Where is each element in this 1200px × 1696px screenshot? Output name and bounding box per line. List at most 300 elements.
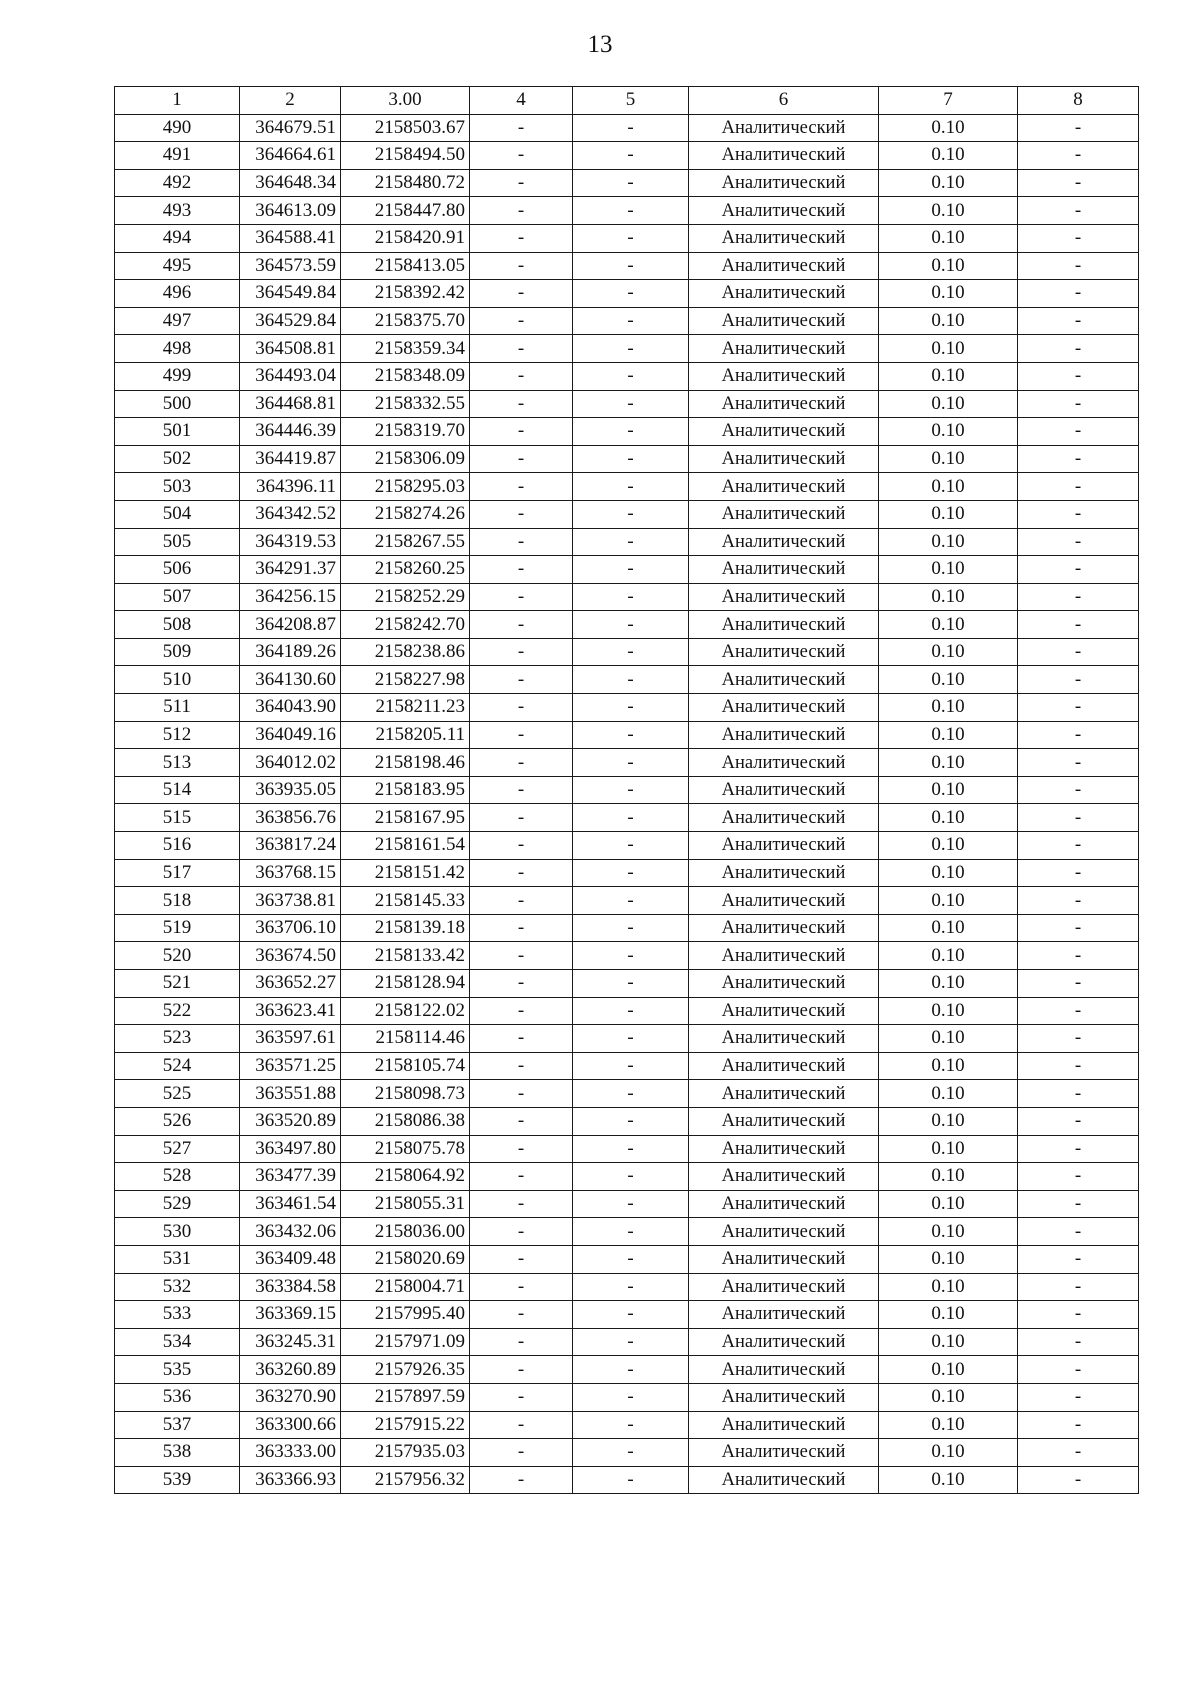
method-cell: Аналитический bbox=[689, 1135, 879, 1163]
y-coordinate-cell: 2157956.32 bbox=[341, 1466, 470, 1494]
column-5-cell: - bbox=[573, 280, 689, 308]
point-number-cell: 532 bbox=[115, 1273, 240, 1301]
column-5-cell: - bbox=[573, 362, 689, 390]
y-coordinate-cell: 2158227.98 bbox=[341, 666, 470, 694]
accuracy-cell: 0.10 bbox=[879, 169, 1018, 197]
table-row bbox=[115, 832, 1139, 860]
column-4-cell: - bbox=[470, 1411, 573, 1439]
y-coordinate-cell: 2158211.23 bbox=[341, 694, 470, 722]
y-coordinate-cell: 2158274.26 bbox=[341, 500, 470, 528]
column-4-cell: - bbox=[470, 1163, 573, 1191]
y-coordinate-cell: 2157995.40 bbox=[341, 1301, 470, 1329]
column-4-cell: - bbox=[470, 142, 573, 170]
method-cell: Аналитический bbox=[689, 335, 879, 363]
method-cell: Аналитический bbox=[689, 1356, 879, 1384]
column-4-cell: - bbox=[470, 1052, 573, 1080]
accuracy-cell: 0.10 bbox=[879, 721, 1018, 749]
column-4-cell: - bbox=[470, 611, 573, 639]
accuracy-cell: 0.10 bbox=[879, 1466, 1018, 1494]
column-5-cell: - bbox=[573, 749, 689, 777]
method-cell: Аналитический bbox=[689, 1383, 879, 1411]
column-8-cell: - bbox=[1018, 859, 1139, 887]
column-8-cell: - bbox=[1018, 583, 1139, 611]
column-4-cell: - bbox=[470, 694, 573, 722]
point-number-cell: 539 bbox=[115, 1466, 240, 1494]
method-cell: Аналитический bbox=[689, 142, 879, 170]
x-coordinate-cell: 363551.88 bbox=[240, 1080, 341, 1108]
column-4-cell: - bbox=[470, 721, 573, 749]
y-coordinate-cell: 2158375.70 bbox=[341, 307, 470, 335]
y-coordinate-cell: 2157926.35 bbox=[341, 1356, 470, 1384]
column-4-cell: - bbox=[470, 638, 573, 666]
column-4-cell: - bbox=[470, 942, 573, 970]
method-cell: Аналитический bbox=[689, 1301, 879, 1329]
column-5-cell: - bbox=[573, 473, 689, 501]
accuracy-cell: 0.10 bbox=[879, 1135, 1018, 1163]
table-row bbox=[115, 914, 1139, 942]
y-coordinate-cell: 2158447.80 bbox=[341, 197, 470, 225]
x-coordinate-cell: 364130.60 bbox=[240, 666, 341, 694]
x-coordinate-cell: 364549.84 bbox=[240, 280, 341, 308]
column-8-cell: - bbox=[1018, 169, 1139, 197]
table-row bbox=[115, 749, 1139, 777]
y-coordinate-cell: 2158295.03 bbox=[341, 473, 470, 501]
method-cell: Аналитический bbox=[689, 1052, 879, 1080]
column-8-cell: - bbox=[1018, 694, 1139, 722]
table-row bbox=[115, 224, 1139, 252]
x-coordinate-cell: 364342.52 bbox=[240, 500, 341, 528]
x-coordinate-cell: 363652.27 bbox=[240, 970, 341, 998]
point-number-cell: 508 bbox=[115, 611, 240, 639]
table-row bbox=[115, 445, 1139, 473]
column-8-cell: - bbox=[1018, 1439, 1139, 1467]
table-row bbox=[115, 721, 1139, 749]
point-number-cell: 507 bbox=[115, 583, 240, 611]
table-row bbox=[115, 1245, 1139, 1273]
method-cell: Аналитический bbox=[689, 114, 879, 142]
column-header: 7 bbox=[879, 87, 1018, 115]
column-5-cell: - bbox=[573, 1328, 689, 1356]
column-8-cell: - bbox=[1018, 832, 1139, 860]
x-coordinate-cell: 364679.51 bbox=[240, 114, 341, 142]
column-8-cell: - bbox=[1018, 611, 1139, 639]
column-4-cell: - bbox=[470, 197, 573, 225]
column-8-cell: - bbox=[1018, 252, 1139, 280]
accuracy-cell: 0.10 bbox=[879, 1245, 1018, 1273]
page-number: 13 bbox=[587, 31, 613, 58]
x-coordinate-cell: 363738.81 bbox=[240, 887, 341, 915]
y-coordinate-cell: 2158392.42 bbox=[341, 280, 470, 308]
y-coordinate-cell: 2158004.71 bbox=[341, 1273, 470, 1301]
accuracy-cell: 0.10 bbox=[879, 583, 1018, 611]
point-number-cell: 526 bbox=[115, 1107, 240, 1135]
table-row bbox=[115, 114, 1139, 142]
table-row bbox=[115, 997, 1139, 1025]
column-5-cell: - bbox=[573, 694, 689, 722]
method-cell: Аналитический bbox=[689, 804, 879, 832]
accuracy-cell: 0.10 bbox=[879, 1052, 1018, 1080]
accuracy-cell: 0.10 bbox=[879, 638, 1018, 666]
y-coordinate-cell: 2158167.95 bbox=[341, 804, 470, 832]
point-number-cell: 502 bbox=[115, 445, 240, 473]
method-cell: Аналитический bbox=[689, 942, 879, 970]
column-8-cell: - bbox=[1018, 142, 1139, 170]
method-cell: Аналитический bbox=[689, 418, 879, 446]
column-4-cell: - bbox=[470, 390, 573, 418]
column-4-cell: - bbox=[470, 1218, 573, 1246]
column-8-cell: - bbox=[1018, 445, 1139, 473]
x-coordinate-cell: 364189.26 bbox=[240, 638, 341, 666]
point-number-cell: 536 bbox=[115, 1383, 240, 1411]
x-coordinate-cell: 363409.48 bbox=[240, 1245, 341, 1273]
column-8-cell: - bbox=[1018, 473, 1139, 501]
x-coordinate-cell: 363366.93 bbox=[240, 1466, 341, 1494]
point-number-cell: 530 bbox=[115, 1218, 240, 1246]
column-8-cell: - bbox=[1018, 721, 1139, 749]
x-coordinate-cell: 363597.61 bbox=[240, 1025, 341, 1053]
column-header: 1 bbox=[115, 87, 240, 115]
y-coordinate-cell: 2158133.42 bbox=[341, 942, 470, 970]
column-5-cell: - bbox=[573, 197, 689, 225]
column-8-cell: - bbox=[1018, 970, 1139, 998]
column-4-cell: - bbox=[470, 583, 573, 611]
column-4-cell: - bbox=[470, 1080, 573, 1108]
column-4-cell: - bbox=[470, 887, 573, 915]
column-4-cell: - bbox=[470, 997, 573, 1025]
column-8-cell: - bbox=[1018, 280, 1139, 308]
y-coordinate-cell: 2158064.92 bbox=[341, 1163, 470, 1191]
method-cell: Аналитический bbox=[689, 1218, 879, 1246]
point-number-cell: 528 bbox=[115, 1163, 240, 1191]
method-cell: Аналитический bbox=[689, 694, 879, 722]
column-4-cell: - bbox=[470, 1356, 573, 1384]
table-row bbox=[115, 556, 1139, 584]
x-coordinate-cell: 364043.90 bbox=[240, 694, 341, 722]
y-coordinate-cell: 2158151.42 bbox=[341, 859, 470, 887]
y-coordinate-cell: 2158480.72 bbox=[341, 169, 470, 197]
point-number-cell: 499 bbox=[115, 362, 240, 390]
table-row bbox=[115, 942, 1139, 970]
x-coordinate-cell: 363571.25 bbox=[240, 1052, 341, 1080]
column-8-cell: - bbox=[1018, 335, 1139, 363]
accuracy-cell: 0.10 bbox=[879, 307, 1018, 335]
column-4-cell: - bbox=[470, 1025, 573, 1053]
y-coordinate-cell: 2158055.31 bbox=[341, 1190, 470, 1218]
point-number-cell: 493 bbox=[115, 197, 240, 225]
point-number-cell: 522 bbox=[115, 997, 240, 1025]
column-8-cell: - bbox=[1018, 887, 1139, 915]
column-4-cell: - bbox=[470, 804, 573, 832]
column-4-cell: - bbox=[470, 749, 573, 777]
table-header-row bbox=[115, 87, 1139, 115]
point-number-cell: 519 bbox=[115, 914, 240, 942]
column-4-cell: - bbox=[470, 445, 573, 473]
table-row bbox=[115, 280, 1139, 308]
column-8-cell: - bbox=[1018, 390, 1139, 418]
x-coordinate-cell: 363497.80 bbox=[240, 1135, 341, 1163]
method-cell: Аналитический bbox=[689, 583, 879, 611]
y-coordinate-cell: 2158413.05 bbox=[341, 252, 470, 280]
accuracy-cell: 0.10 bbox=[879, 1383, 1018, 1411]
y-coordinate-cell: 2158122.02 bbox=[341, 997, 470, 1025]
table-row bbox=[115, 1163, 1139, 1191]
column-8-cell: - bbox=[1018, 1383, 1139, 1411]
point-number-cell: 501 bbox=[115, 418, 240, 446]
accuracy-cell: 0.10 bbox=[879, 418, 1018, 446]
method-cell: Аналитический bbox=[689, 1245, 879, 1273]
accuracy-cell: 0.10 bbox=[879, 1080, 1018, 1108]
column-8-cell: - bbox=[1018, 418, 1139, 446]
accuracy-cell: 0.10 bbox=[879, 1218, 1018, 1246]
point-number-cell: 514 bbox=[115, 776, 240, 804]
x-coordinate-cell: 363817.24 bbox=[240, 832, 341, 860]
method-cell: Аналитический bbox=[689, 832, 879, 860]
column-5-cell: - bbox=[573, 1163, 689, 1191]
column-8-cell: - bbox=[1018, 804, 1139, 832]
point-number-cell: 498 bbox=[115, 335, 240, 363]
y-coordinate-cell: 2158161.54 bbox=[341, 832, 470, 860]
x-coordinate-cell: 363300.66 bbox=[240, 1411, 341, 1439]
table-row bbox=[115, 1025, 1139, 1053]
table-row bbox=[115, 500, 1139, 528]
column-5-cell: - bbox=[573, 1218, 689, 1246]
method-cell: Аналитический bbox=[689, 997, 879, 1025]
column-8-cell: - bbox=[1018, 1163, 1139, 1191]
x-coordinate-cell: 364648.34 bbox=[240, 169, 341, 197]
point-number-cell: 503 bbox=[115, 473, 240, 501]
y-coordinate-cell: 2158183.95 bbox=[341, 776, 470, 804]
table-row bbox=[115, 1218, 1139, 1246]
column-4-cell: - bbox=[470, 1245, 573, 1273]
point-number-cell: 523 bbox=[115, 1025, 240, 1053]
column-8-cell: - bbox=[1018, 307, 1139, 335]
point-number-cell: 492 bbox=[115, 169, 240, 197]
accuracy-cell: 0.10 bbox=[879, 1301, 1018, 1329]
table-row bbox=[115, 638, 1139, 666]
accuracy-cell: 0.10 bbox=[879, 1328, 1018, 1356]
point-number-cell: 518 bbox=[115, 887, 240, 915]
method-cell: Аналитический bbox=[689, 1025, 879, 1053]
x-coordinate-cell: 364256.15 bbox=[240, 583, 341, 611]
column-4-cell: - bbox=[470, 859, 573, 887]
column-8-cell: - bbox=[1018, 638, 1139, 666]
accuracy-cell: 0.10 bbox=[879, 887, 1018, 915]
point-number-cell: 534 bbox=[115, 1328, 240, 1356]
column-8-cell: - bbox=[1018, 1411, 1139, 1439]
table-row bbox=[115, 1383, 1139, 1411]
y-coordinate-cell: 2158332.55 bbox=[341, 390, 470, 418]
y-coordinate-cell: 2158494.50 bbox=[341, 142, 470, 170]
column-5-cell: - bbox=[573, 500, 689, 528]
x-coordinate-cell: 364529.84 bbox=[240, 307, 341, 335]
method-cell: Аналитический bbox=[689, 638, 879, 666]
accuracy-cell: 0.10 bbox=[879, 914, 1018, 942]
point-number-cell: 512 bbox=[115, 721, 240, 749]
column-4-cell: - bbox=[470, 1439, 573, 1467]
point-number-cell: 513 bbox=[115, 749, 240, 777]
column-8-cell: - bbox=[1018, 997, 1139, 1025]
y-coordinate-cell: 2158205.11 bbox=[341, 721, 470, 749]
y-coordinate-cell: 2158420.91 bbox=[341, 224, 470, 252]
column-5-cell: - bbox=[573, 583, 689, 611]
column-4-cell: - bbox=[470, 914, 573, 942]
point-number-cell: 524 bbox=[115, 1052, 240, 1080]
accuracy-cell: 0.10 bbox=[879, 859, 1018, 887]
column-8-cell: - bbox=[1018, 942, 1139, 970]
accuracy-cell: 0.10 bbox=[879, 473, 1018, 501]
point-number-cell: 506 bbox=[115, 556, 240, 584]
x-coordinate-cell: 363477.39 bbox=[240, 1163, 341, 1191]
method-cell: Аналитический bbox=[689, 197, 879, 225]
y-coordinate-cell: 2158114.46 bbox=[341, 1025, 470, 1053]
column-4-cell: - bbox=[470, 418, 573, 446]
table-row bbox=[115, 1052, 1139, 1080]
column-5-cell: - bbox=[573, 169, 689, 197]
column-5-cell: - bbox=[573, 611, 689, 639]
x-coordinate-cell: 363432.06 bbox=[240, 1218, 341, 1246]
x-coordinate-cell: 363674.50 bbox=[240, 942, 341, 970]
table-row bbox=[115, 197, 1139, 225]
column-5-cell: - bbox=[573, 528, 689, 556]
y-coordinate-cell: 2158139.18 bbox=[341, 914, 470, 942]
x-coordinate-cell: 363245.31 bbox=[240, 1328, 341, 1356]
x-coordinate-cell: 363461.54 bbox=[240, 1190, 341, 1218]
accuracy-cell: 0.10 bbox=[879, 1411, 1018, 1439]
method-cell: Аналитический bbox=[689, 1328, 879, 1356]
method-cell: Аналитический bbox=[689, 749, 879, 777]
method-cell: Аналитический bbox=[689, 970, 879, 998]
accuracy-cell: 0.10 bbox=[879, 114, 1018, 142]
column-4-cell: - bbox=[470, 832, 573, 860]
column-8-cell: - bbox=[1018, 1466, 1139, 1494]
column-5-cell: - bbox=[573, 887, 689, 915]
column-8-cell: - bbox=[1018, 1080, 1139, 1108]
table-row bbox=[115, 362, 1139, 390]
column-5-cell: - bbox=[573, 970, 689, 998]
point-number-cell: 521 bbox=[115, 970, 240, 998]
y-coordinate-cell: 2158252.29 bbox=[341, 583, 470, 611]
point-number-cell: 538 bbox=[115, 1439, 240, 1467]
column-8-cell: - bbox=[1018, 749, 1139, 777]
column-8-cell: - bbox=[1018, 500, 1139, 528]
column-header: 2 bbox=[240, 87, 341, 115]
column-5-cell: - bbox=[573, 638, 689, 666]
x-coordinate-cell: 363333.00 bbox=[240, 1439, 341, 1467]
point-number-cell: 510 bbox=[115, 666, 240, 694]
accuracy-cell: 0.10 bbox=[879, 997, 1018, 1025]
column-5-cell: - bbox=[573, 914, 689, 942]
method-cell: Аналитический bbox=[689, 776, 879, 804]
table-body bbox=[115, 114, 1139, 1494]
column-5-cell: - bbox=[573, 556, 689, 584]
point-number-cell: 511 bbox=[115, 694, 240, 722]
column-4-cell: - bbox=[470, 1383, 573, 1411]
column-header: 3.00 bbox=[341, 87, 470, 115]
method-cell: Аналитический bbox=[689, 1411, 879, 1439]
table-row bbox=[115, 1466, 1139, 1494]
x-coordinate-cell: 364049.16 bbox=[240, 721, 341, 749]
column-8-cell: - bbox=[1018, 556, 1139, 584]
point-number-cell: 516 bbox=[115, 832, 240, 860]
table-row bbox=[115, 887, 1139, 915]
column-5-cell: - bbox=[573, 666, 689, 694]
method-cell: Аналитический bbox=[689, 887, 879, 915]
x-coordinate-cell: 364291.37 bbox=[240, 556, 341, 584]
x-coordinate-cell: 364508.81 bbox=[240, 335, 341, 363]
column-8-cell: - bbox=[1018, 914, 1139, 942]
table-row bbox=[115, 776, 1139, 804]
accuracy-cell: 0.10 bbox=[879, 942, 1018, 970]
x-coordinate-cell: 364573.59 bbox=[240, 252, 341, 280]
method-cell: Аналитический bbox=[689, 859, 879, 887]
y-coordinate-cell: 2158036.00 bbox=[341, 1218, 470, 1246]
method-cell: Аналитический bbox=[689, 611, 879, 639]
table-row bbox=[115, 970, 1139, 998]
x-coordinate-cell: 364664.61 bbox=[240, 142, 341, 170]
accuracy-cell: 0.10 bbox=[879, 556, 1018, 584]
column-8-cell: - bbox=[1018, 1107, 1139, 1135]
table-row bbox=[115, 1439, 1139, 1467]
method-cell: Аналитический bbox=[689, 914, 879, 942]
column-8-cell: - bbox=[1018, 1052, 1139, 1080]
column-header: 6 bbox=[689, 87, 879, 115]
table-row bbox=[115, 528, 1139, 556]
y-coordinate-cell: 2158198.46 bbox=[341, 749, 470, 777]
method-cell: Аналитический bbox=[689, 556, 879, 584]
accuracy-cell: 0.10 bbox=[879, 1356, 1018, 1384]
table-row bbox=[115, 1273, 1139, 1301]
y-coordinate-cell: 2158306.09 bbox=[341, 445, 470, 473]
accuracy-cell: 0.10 bbox=[879, 749, 1018, 777]
point-number-cell: 494 bbox=[115, 224, 240, 252]
column-5-cell: - bbox=[573, 114, 689, 142]
table-row bbox=[115, 252, 1139, 280]
method-cell: Аналитический bbox=[689, 252, 879, 280]
x-coordinate-cell: 363706.10 bbox=[240, 914, 341, 942]
column-8-cell: - bbox=[1018, 666, 1139, 694]
method-cell: Аналитический bbox=[689, 500, 879, 528]
column-8-cell: - bbox=[1018, 1356, 1139, 1384]
method-cell: Аналитический bbox=[689, 473, 879, 501]
y-coordinate-cell: 2158020.69 bbox=[341, 1245, 470, 1273]
column-5-cell: - bbox=[573, 1301, 689, 1329]
method-cell: Аналитический bbox=[689, 307, 879, 335]
point-number-cell: 537 bbox=[115, 1411, 240, 1439]
point-number-cell: 517 bbox=[115, 859, 240, 887]
point-number-cell: 505 bbox=[115, 528, 240, 556]
point-number-cell: 497 bbox=[115, 307, 240, 335]
column-8-cell: - bbox=[1018, 362, 1139, 390]
table-row bbox=[115, 859, 1139, 887]
column-4-cell: - bbox=[470, 776, 573, 804]
coordinates-table bbox=[114, 86, 1139, 1494]
column-4-cell: - bbox=[470, 335, 573, 363]
method-cell: Аналитический bbox=[689, 1439, 879, 1467]
table-row bbox=[115, 1328, 1139, 1356]
column-4-cell: - bbox=[470, 1273, 573, 1301]
method-cell: Аналитический bbox=[689, 390, 879, 418]
y-coordinate-cell: 2158348.09 bbox=[341, 362, 470, 390]
point-number-cell: 527 bbox=[115, 1135, 240, 1163]
y-coordinate-cell: 2157897.59 bbox=[341, 1383, 470, 1411]
column-5-cell: - bbox=[573, 1190, 689, 1218]
point-number-cell: 529 bbox=[115, 1190, 240, 1218]
column-8-cell: - bbox=[1018, 1273, 1139, 1301]
accuracy-cell: 0.10 bbox=[879, 1163, 1018, 1191]
accuracy-cell: 0.10 bbox=[879, 197, 1018, 225]
x-coordinate-cell: 363856.76 bbox=[240, 804, 341, 832]
accuracy-cell: 0.10 bbox=[879, 1190, 1018, 1218]
